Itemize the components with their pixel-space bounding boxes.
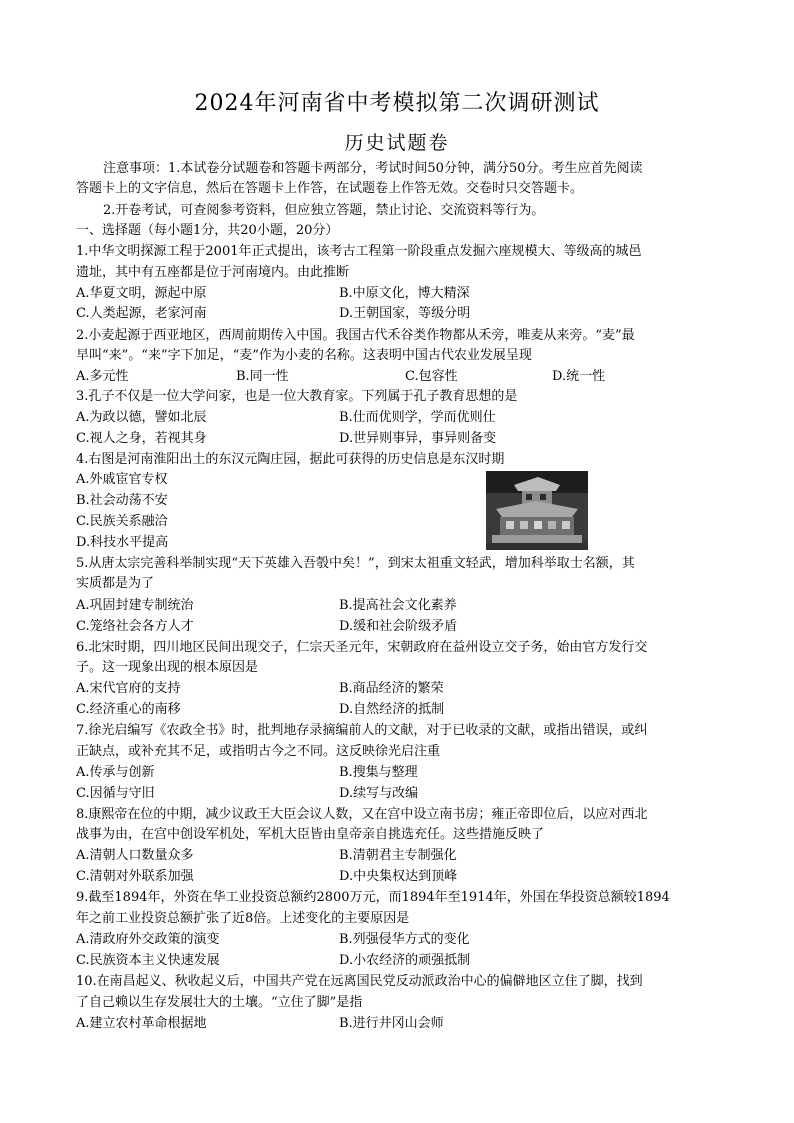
question-5-line-1: 5.从唐太宗完善科举制实现“天下英雄入吾彀中矣！”，到宋太祖重文轻武，增加科举取士名额，其 [76, 556, 635, 571]
question-2-option-b: B.同一性 [236, 369, 289, 384]
question-9-option-b: B.列强侵华方式的变化 [339, 932, 470, 947]
question-1-option-d: D.王朝国家，等级分明 [339, 306, 471, 321]
question-5-line-2: 实质都是为了 [76, 576, 155, 591]
question-3-option-d: D.世异则事异，事异则备变 [339, 431, 497, 446]
question-7-option-c: C.因循与守旧 [76, 786, 155, 801]
question-7-line-2: 正缺点，或补充其不足，或指明古今之不同。这反映徐光启注重 [76, 744, 441, 759]
question-2-option-a: A.多元性 [76, 369, 129, 384]
question-1-option-b: B.中原文化，博大精深 [339, 286, 470, 301]
question-1-option-c: C.人类起源，老家河南 [76, 306, 207, 321]
question-7-line-1: 7.徐光启编写《农政全书》时，批判地存录摘编前人的文献，对于已收录的文献，或指出错误，或纠 [76, 723, 648, 738]
notes-line-2: 答题卡上的文字信息，然后在答题卡上作答，在试题卷上作答无效。交卷时只交答题卡。 [76, 181, 584, 196]
notes-line-3: 2.开卷考试，可查阅参考资料，但应独立答题，禁止讨论、交流资料等行为。 [103, 203, 545, 218]
question-8-line-1: 8.康熙帝在位的中期，减少议政王大臣会议人数，又在宫中设立南书房；雍正帝即位后，以应对西北 [76, 807, 648, 822]
question-9-option-a: A.清政府外交政策的演变 [76, 932, 220, 947]
exam-title: 2024年河南省中考模拟第二次调研测试 [194, 91, 600, 116]
question-9-option-d: D.小农经济的顽强抵制 [339, 953, 471, 968]
question-4-option-c: C.民族关系融洽 [76, 514, 168, 529]
question-5-option-b: B.提高社会文化素养 [339, 598, 457, 613]
section-heading: 一、选择题（每小题1分，共20小题，20分） [76, 223, 339, 238]
question-8-option-d: D.中央集权达到顶峰 [339, 869, 458, 884]
question-7-option-a: A.传承与创新 [76, 765, 155, 780]
question-3-option-b: B.仕而优则学，学而优则仕 [339, 410, 496, 425]
question-3-option-c: C.视人之身，若视其身 [76, 431, 207, 446]
question-2-option-c: C.包容性 [405, 369, 458, 384]
question-4-option-d: D.科技水平提高 [76, 535, 169, 550]
question-6-option-a: A.宋代官府的支持 [76, 681, 181, 696]
question-6-option-c: C.经济重心的南移 [76, 702, 181, 717]
question-1-line-1: 1.中华文明探源工程于2001年正式提出，该考古工程第一阶段重点发掘六座规模大、等级高的城邑 [76, 244, 642, 259]
question-5-option-d: D.缓和社会阶级矛盾 [339, 619, 458, 634]
question-7-option-d: D.续写与改编 [339, 786, 419, 801]
question-9-option-c: C.民族资本主义快速发展 [76, 953, 220, 968]
question-6-line-2: 子。这一现象出现的根本原因是 [76, 660, 259, 675]
notes-line-1: 注意事项：1.本试卷分试题卷和答题卡两部分，考试时间50分钟，满分50分。考生应首先阅读 [103, 161, 643, 176]
pottery-manor-image [486, 471, 588, 550]
question-8-option-a: A.清朝人口数量众多 [76, 848, 194, 863]
question-2-option-d: D.统一性 [552, 369, 606, 384]
question-9-line-2: 年之前工业投资总额扩张了近8倍。上述变化的主要原因是 [76, 911, 410, 926]
question-2-line-2: 早叫“来”。“来”字下加足，“麦”作为小麦的名称。这表明中国古代农业发展呈现 [76, 348, 532, 363]
question-10-option-b: B.进行井冈山会师 [339, 1016, 444, 1031]
question-10-line-2: 了自己赖以生存发展壮大的土壤。“立住了脚”是指 [76, 995, 363, 1010]
question-4-line-1: 4.右图是河南淮阳出土的东汉元陶庄园，据此可获得的历史信息是东汉时期 [76, 452, 505, 467]
question-1-option-a: A.华夏文明，源起中原 [76, 286, 207, 301]
exam-subtitle: 历史试题卷 [344, 132, 450, 154]
question-10-option-a: A.建立农村革命根据地 [76, 1016, 207, 1031]
question-8-option-b: B.清朝君主专制强化 [339, 848, 457, 863]
question-5-option-a: A.巩固封建专制统治 [76, 598, 194, 613]
question-7-option-b: B.搜集与整理 [339, 765, 418, 780]
question-4-option-a: A.外戚宦官专权 [76, 472, 168, 487]
question-3-line-1: 3.孔子不仅是一位大学问家，也是一位大教育家。下列属于孔子教育思想的是 [76, 389, 518, 404]
question-6-option-d: D.自然经济的抵制 [339, 702, 445, 717]
question-8-line-2: 战事为由，在宫中创设军机处，军机大臣皆由皇帝亲自挑选充任。这些措施反映了 [76, 827, 545, 842]
question-2-line-1: 2.小麦起源于西亚地区，西周前期传入中国。我国古代禾谷类作物都从禾旁，唯麦从来旁。“麦”最 [76, 328, 635, 343]
pottery-manor-photo [486, 471, 588, 550]
question-10-line-1: 10.在南昌起义、秋收起义后，中国共产党在远离国民党反动派政治中心的偏僻地区立住了脚，找到 [76, 974, 643, 989]
question-6-option-b: B.商品经济的繁荣 [339, 681, 444, 696]
question-6-line-1: 6.北宋时期，四川地区民间出现交子，仁宗天圣元年，宋朝政府在益州设立交子务，始由官方发行交 [76, 640, 648, 655]
question-1-line-2: 遗址，其中有五座都是位于河南境内。由此推断 [76, 265, 350, 280]
question-9-line-1: 9.截至1894年，外资在华工业投资总额约2800万元，而1894年至1914年，外国在华投资总额较1894 [76, 890, 670, 905]
question-4-option-b: B.社会动荡不安 [76, 493, 168, 508]
question-3-option-a: A.为政以德，譬如北辰 [76, 410, 207, 425]
question-5-option-c: C.笼络社会各方人才 [76, 619, 194, 634]
question-8-option-c: C.清朝对外联系加强 [76, 869, 194, 884]
